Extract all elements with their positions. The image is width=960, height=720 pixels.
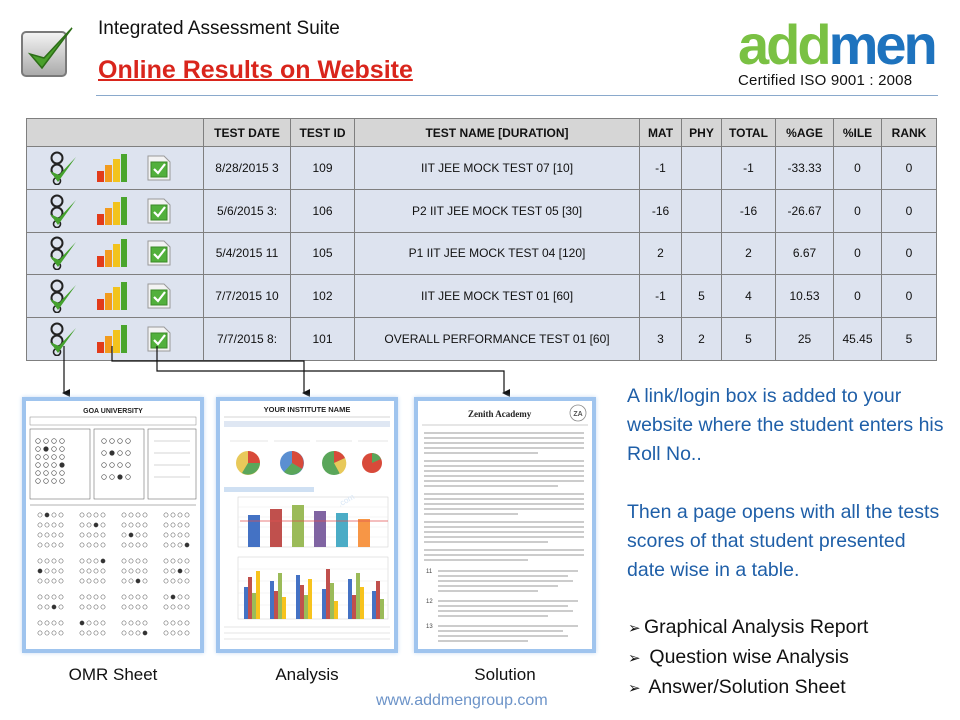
solution-heading: Zenith Academy xyxy=(468,409,532,419)
mat-cell: 2 xyxy=(640,232,682,275)
mat-cell: -16 xyxy=(640,189,682,232)
column-header-percentile[interactable]: %ILE xyxy=(834,119,882,147)
omr-sheet-preview xyxy=(26,401,200,649)
phy-cell: 5 xyxy=(682,275,722,318)
percentile-cell: 0 xyxy=(834,232,882,275)
percentile-cell: 0 xyxy=(834,275,882,318)
analysis-heading: YOUR INSTITUTE NAME xyxy=(263,405,351,414)
feature-label: Answer/Solution Sheet xyxy=(644,676,846,698)
solution-thumbnail[interactable] xyxy=(414,397,596,653)
solution-caption: Solution xyxy=(474,665,536,684)
arrow-bullet-icon: ➢ xyxy=(628,620,641,637)
list-item xyxy=(628,613,868,643)
test-name-cell: IIT JEE MOCK TEST 07 [10] xyxy=(355,147,640,190)
solution-badge: ZA xyxy=(573,411,583,418)
percentage-cell: 10.53 xyxy=(776,275,834,318)
percentage-cell: 25 xyxy=(776,318,834,361)
list-item xyxy=(628,643,868,673)
rank-cell: 0 xyxy=(882,275,937,318)
total-cell: -1 xyxy=(722,147,776,190)
certification-text: Certified ISO 9001 : 2008 xyxy=(738,72,913,89)
rank-cell: 5 xyxy=(882,318,937,361)
mat-cell: -1 xyxy=(640,275,682,318)
test-name-cell: P1 IIT JEE MOCK TEST 04 [120] xyxy=(355,232,640,275)
analysis-thumbnail[interactable] xyxy=(216,397,398,653)
website-link[interactable]: www.addmengroup.com xyxy=(376,692,548,709)
svg-text:12: 12 xyxy=(426,599,433,605)
test-id-cell: 109 xyxy=(291,147,355,190)
omr-heading: GOA UNIVERSITY xyxy=(83,408,143,415)
percentage-cell: -33.33 xyxy=(776,147,834,190)
description-results-page: Then a page opens with all the tests scores of that student presented date wise in a table. xyxy=(627,501,940,581)
solution-preview xyxy=(418,401,592,649)
analysis-preview xyxy=(220,401,394,649)
total-cell: -16 xyxy=(722,189,776,232)
percentage-cell: 6.67 xyxy=(776,232,834,275)
test-id-cell: 102 xyxy=(291,275,355,318)
omr-sheet-caption: OMR Sheet xyxy=(68,665,158,684)
total-cell: 2 xyxy=(722,232,776,275)
percentile-cell: 0 xyxy=(834,147,882,190)
column-header-test-id[interactable]: TEST ID xyxy=(291,119,355,147)
test-date-cell: 7/7/2015 8: xyxy=(204,318,291,361)
feature-label: Graphical Analysis Report xyxy=(644,616,869,638)
column-header-mat[interactable]: MAT xyxy=(640,119,682,147)
test-date-cell: 7/7/2015 10 xyxy=(204,275,291,318)
description-login-box: A link/login box is added to your website where the student enters his Roll No.. xyxy=(627,385,944,465)
test-name-cell: P2 IIT JEE MOCK TEST 05 [30] xyxy=(355,189,640,232)
test-id-cell: 106 xyxy=(291,189,355,232)
analysis-caption: Analysis xyxy=(275,665,339,684)
percentile-cell: 0 xyxy=(834,189,882,232)
omr-sheet-thumbnail[interactable] xyxy=(22,397,204,653)
test-name-cell: OVERALL PERFORMANCE TEST 01 [60] xyxy=(355,318,640,361)
test-date-cell: 5/6/2015 3: xyxy=(204,189,291,232)
test-name-cell: IIT JEE MOCK TEST 01 [60] xyxy=(355,275,640,318)
feature-label: Question wise Analysis xyxy=(644,646,849,668)
feature-list xyxy=(628,613,868,703)
column-header-test-date[interactable]: TEST DATE xyxy=(204,119,291,147)
mat-cell: 3 xyxy=(640,318,682,361)
total-cell: 5 xyxy=(722,318,776,361)
svg-text:13: 13 xyxy=(426,624,433,630)
test-date-cell: 8/28/2015 3 xyxy=(204,147,291,190)
arrow-bullet-icon: ➢ xyxy=(628,650,641,667)
arrow-bullet-icon: ➢ xyxy=(628,680,641,697)
column-header-total[interactable]: TOTAL xyxy=(722,119,776,147)
percentage-cell: -26.67 xyxy=(776,189,834,232)
phy-cell: 2 xyxy=(682,318,722,361)
percentile-cell: 45.45 xyxy=(834,318,882,361)
test-id-cell: 105 xyxy=(291,232,355,275)
rank-cell: 0 xyxy=(882,147,937,190)
svg-text:11: 11 xyxy=(426,569,433,575)
list-item xyxy=(628,673,868,703)
test-id-cell: 101 xyxy=(291,318,355,361)
column-header-rank[interactable]: RANK xyxy=(882,119,937,147)
page-title: Online Results on Website xyxy=(98,56,413,84)
svg-text:addmen: addmen xyxy=(738,18,935,70)
rank-cell: 0 xyxy=(882,232,937,275)
column-header-percentage[interactable]: %AGE xyxy=(776,119,834,147)
test-date-cell: 5/4/2015 11 xyxy=(204,232,291,275)
mat-cell: -1 xyxy=(640,147,682,190)
svg-text:.com: .com xyxy=(336,492,357,509)
rank-cell: 0 xyxy=(882,189,937,232)
column-header-test-name[interactable]: TEST NAME [DURATION] xyxy=(355,119,640,147)
column-header-phy[interactable]: PHY xyxy=(682,119,722,147)
total-cell: 4 xyxy=(722,275,776,318)
suite-title: Integrated Assessment Suite xyxy=(98,18,340,39)
